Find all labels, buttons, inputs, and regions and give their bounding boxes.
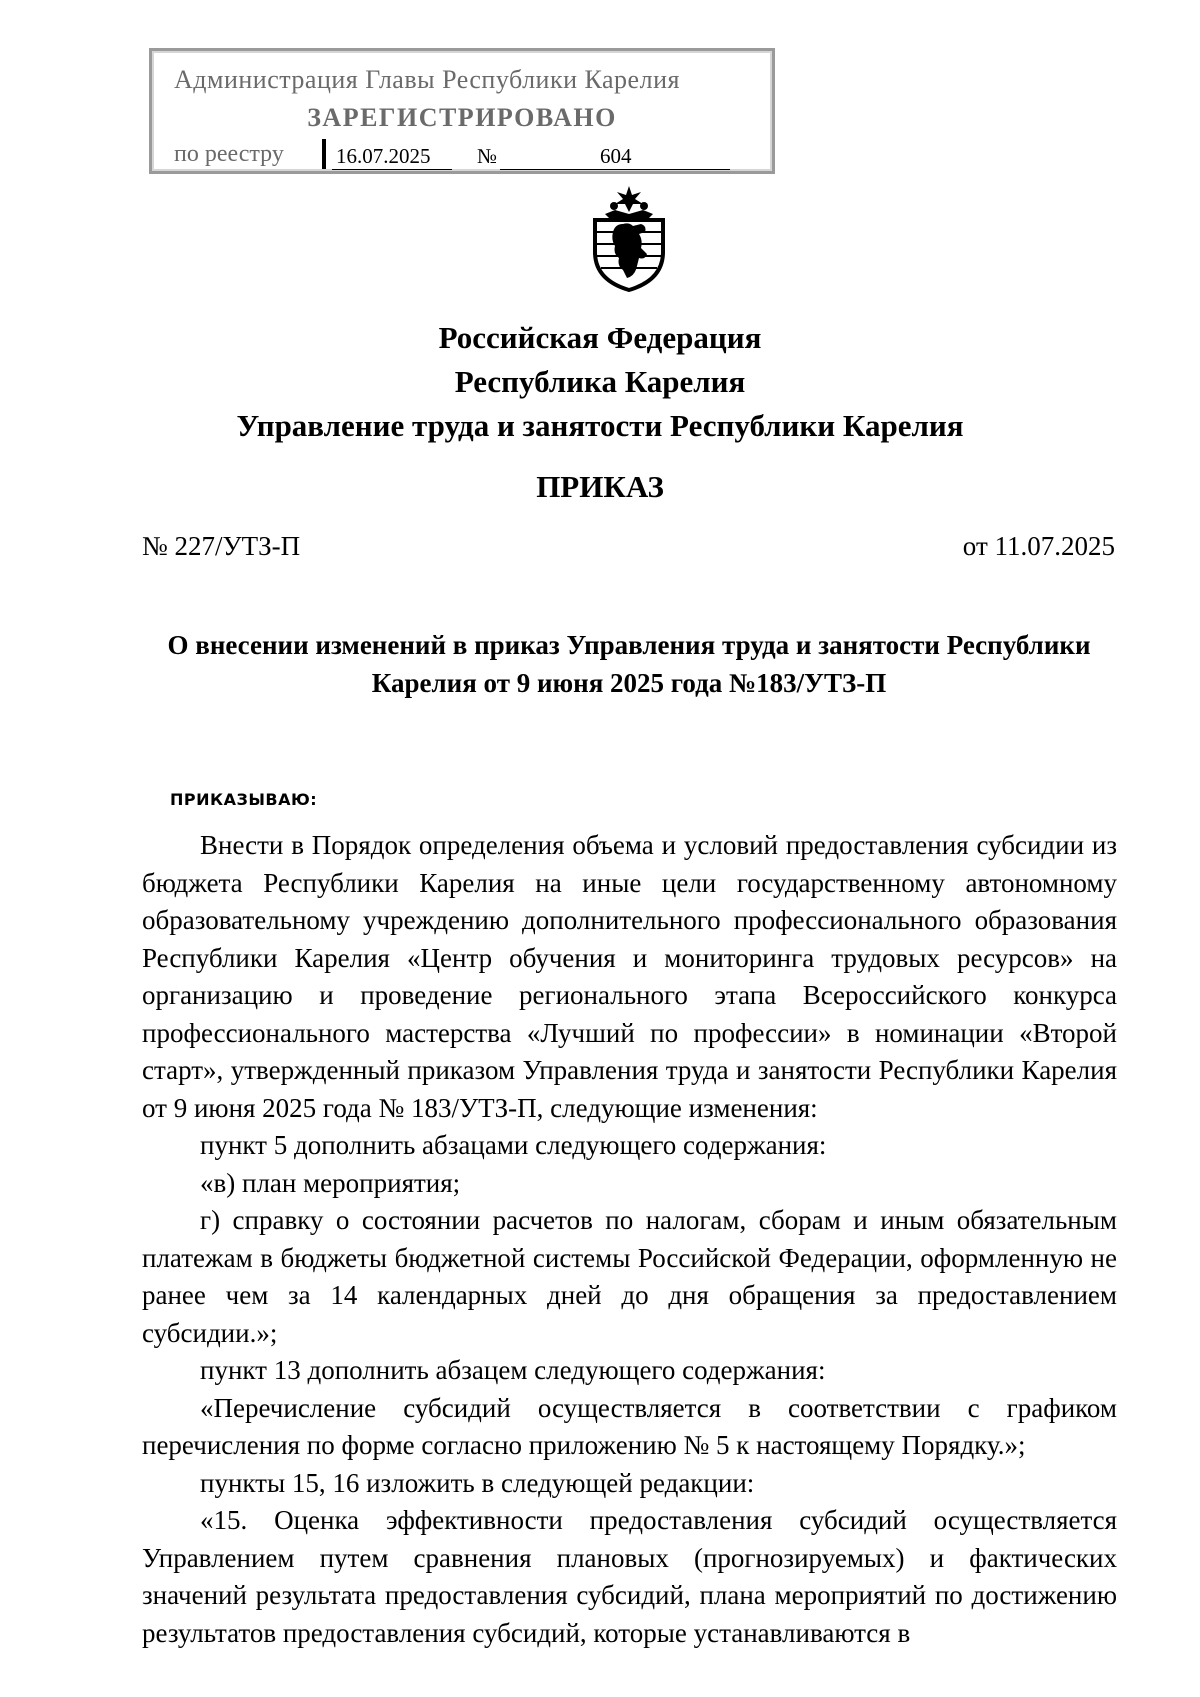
stamp-date: 16.07.2025 xyxy=(336,144,431,168)
stamp-number-underline xyxy=(500,169,730,170)
document-type: ПРИКАЗ xyxy=(536,469,664,504)
order-subject: О внесении изменений в приказ Управления труда и занятости Республики Карелия от 9 июня 2025 года №183/УТЗ-П xyxy=(167,630,1091,698)
stamp-date-underline xyxy=(332,169,452,170)
body-paragraph: «в) план мероприятия; xyxy=(200,1167,461,1198)
body-paragraph: «Перечисление субсидий осуществляется в соответствии с графиком перечисления по форме согласно приложению № 5 к настоящему Порядку.»; xyxy=(142,1392,1117,1460)
body-paragraph: пункты 15, 16 изложить в следующей редакции: xyxy=(200,1467,755,1498)
order-number: № 227/УТЗ-П xyxy=(142,531,301,561)
body-paragraph: Внести в Порядок определения объема и условий предоставления субсидии из бюджета Республики Карелия на иные цели государственному автономному образовательному учреждению дополнительного профессионального образования Республики Карелия «Центр обучения и мониторинга трудовых ресурсов» на организацию и проведение регионального этапа Всероссийского конкурса профессионального мастерства «Лучший по профессии» в номинации «Второй старт», утвержденный приказом Управления труда и занятости Республики Карелия от 9 июня 2025 года № 183/УТЗ-П, следующие изменения: xyxy=(142,830,1117,1123)
karelia-coat-of-arms-icon xyxy=(583,184,675,292)
body-paragraph: г) справку о состоянии расчетов по налогам, сборам и иным обязательным платежам в бюджеты бюджетной системы Российской Федерации, оформленную не ранее чем за 14 календарных дней до дня обращения за предоставлением субсидии.»; xyxy=(142,1205,1117,1348)
order-body xyxy=(142,827,1117,1652)
stamp-number-sign: № xyxy=(477,144,498,168)
body-paragraph: «15. Оценка эффективности предоставления субсидий осуществляется Управлением путем сравнения плановых (прогнозируемых) и фактических значений результата предоставления субсидий, плана мероприятий по достижению результатов предоставления субсидий, которые устанавливаются в xyxy=(142,1505,1117,1648)
header-republic: Республика Карелия xyxy=(454,364,746,399)
stamp-registry-label: по реестру xyxy=(174,141,284,167)
command-word: ПРИКАЗЫВАЮ: xyxy=(170,790,318,809)
stamp-divider xyxy=(322,139,326,169)
header-country: Российская Федерация xyxy=(438,320,762,355)
header-department: Управление труда и занятости Республики Карелия xyxy=(236,408,964,443)
body-paragraph: пункт 5 дополнить абзацами следующего содержания: xyxy=(200,1130,827,1160)
stamp-registered-label: ЗАРЕГИСТРИРОВАНО xyxy=(307,103,617,132)
stamp-number: 604 xyxy=(600,144,632,168)
order-date: от 11.07.2025 xyxy=(962,531,1115,561)
registration-stamp xyxy=(149,48,775,174)
body-paragraph: пункт 13 дополнить абзацем следующего содержания: xyxy=(200,1355,826,1385)
stamp-authority: Администрация Главы Республики Карелия xyxy=(174,65,680,94)
